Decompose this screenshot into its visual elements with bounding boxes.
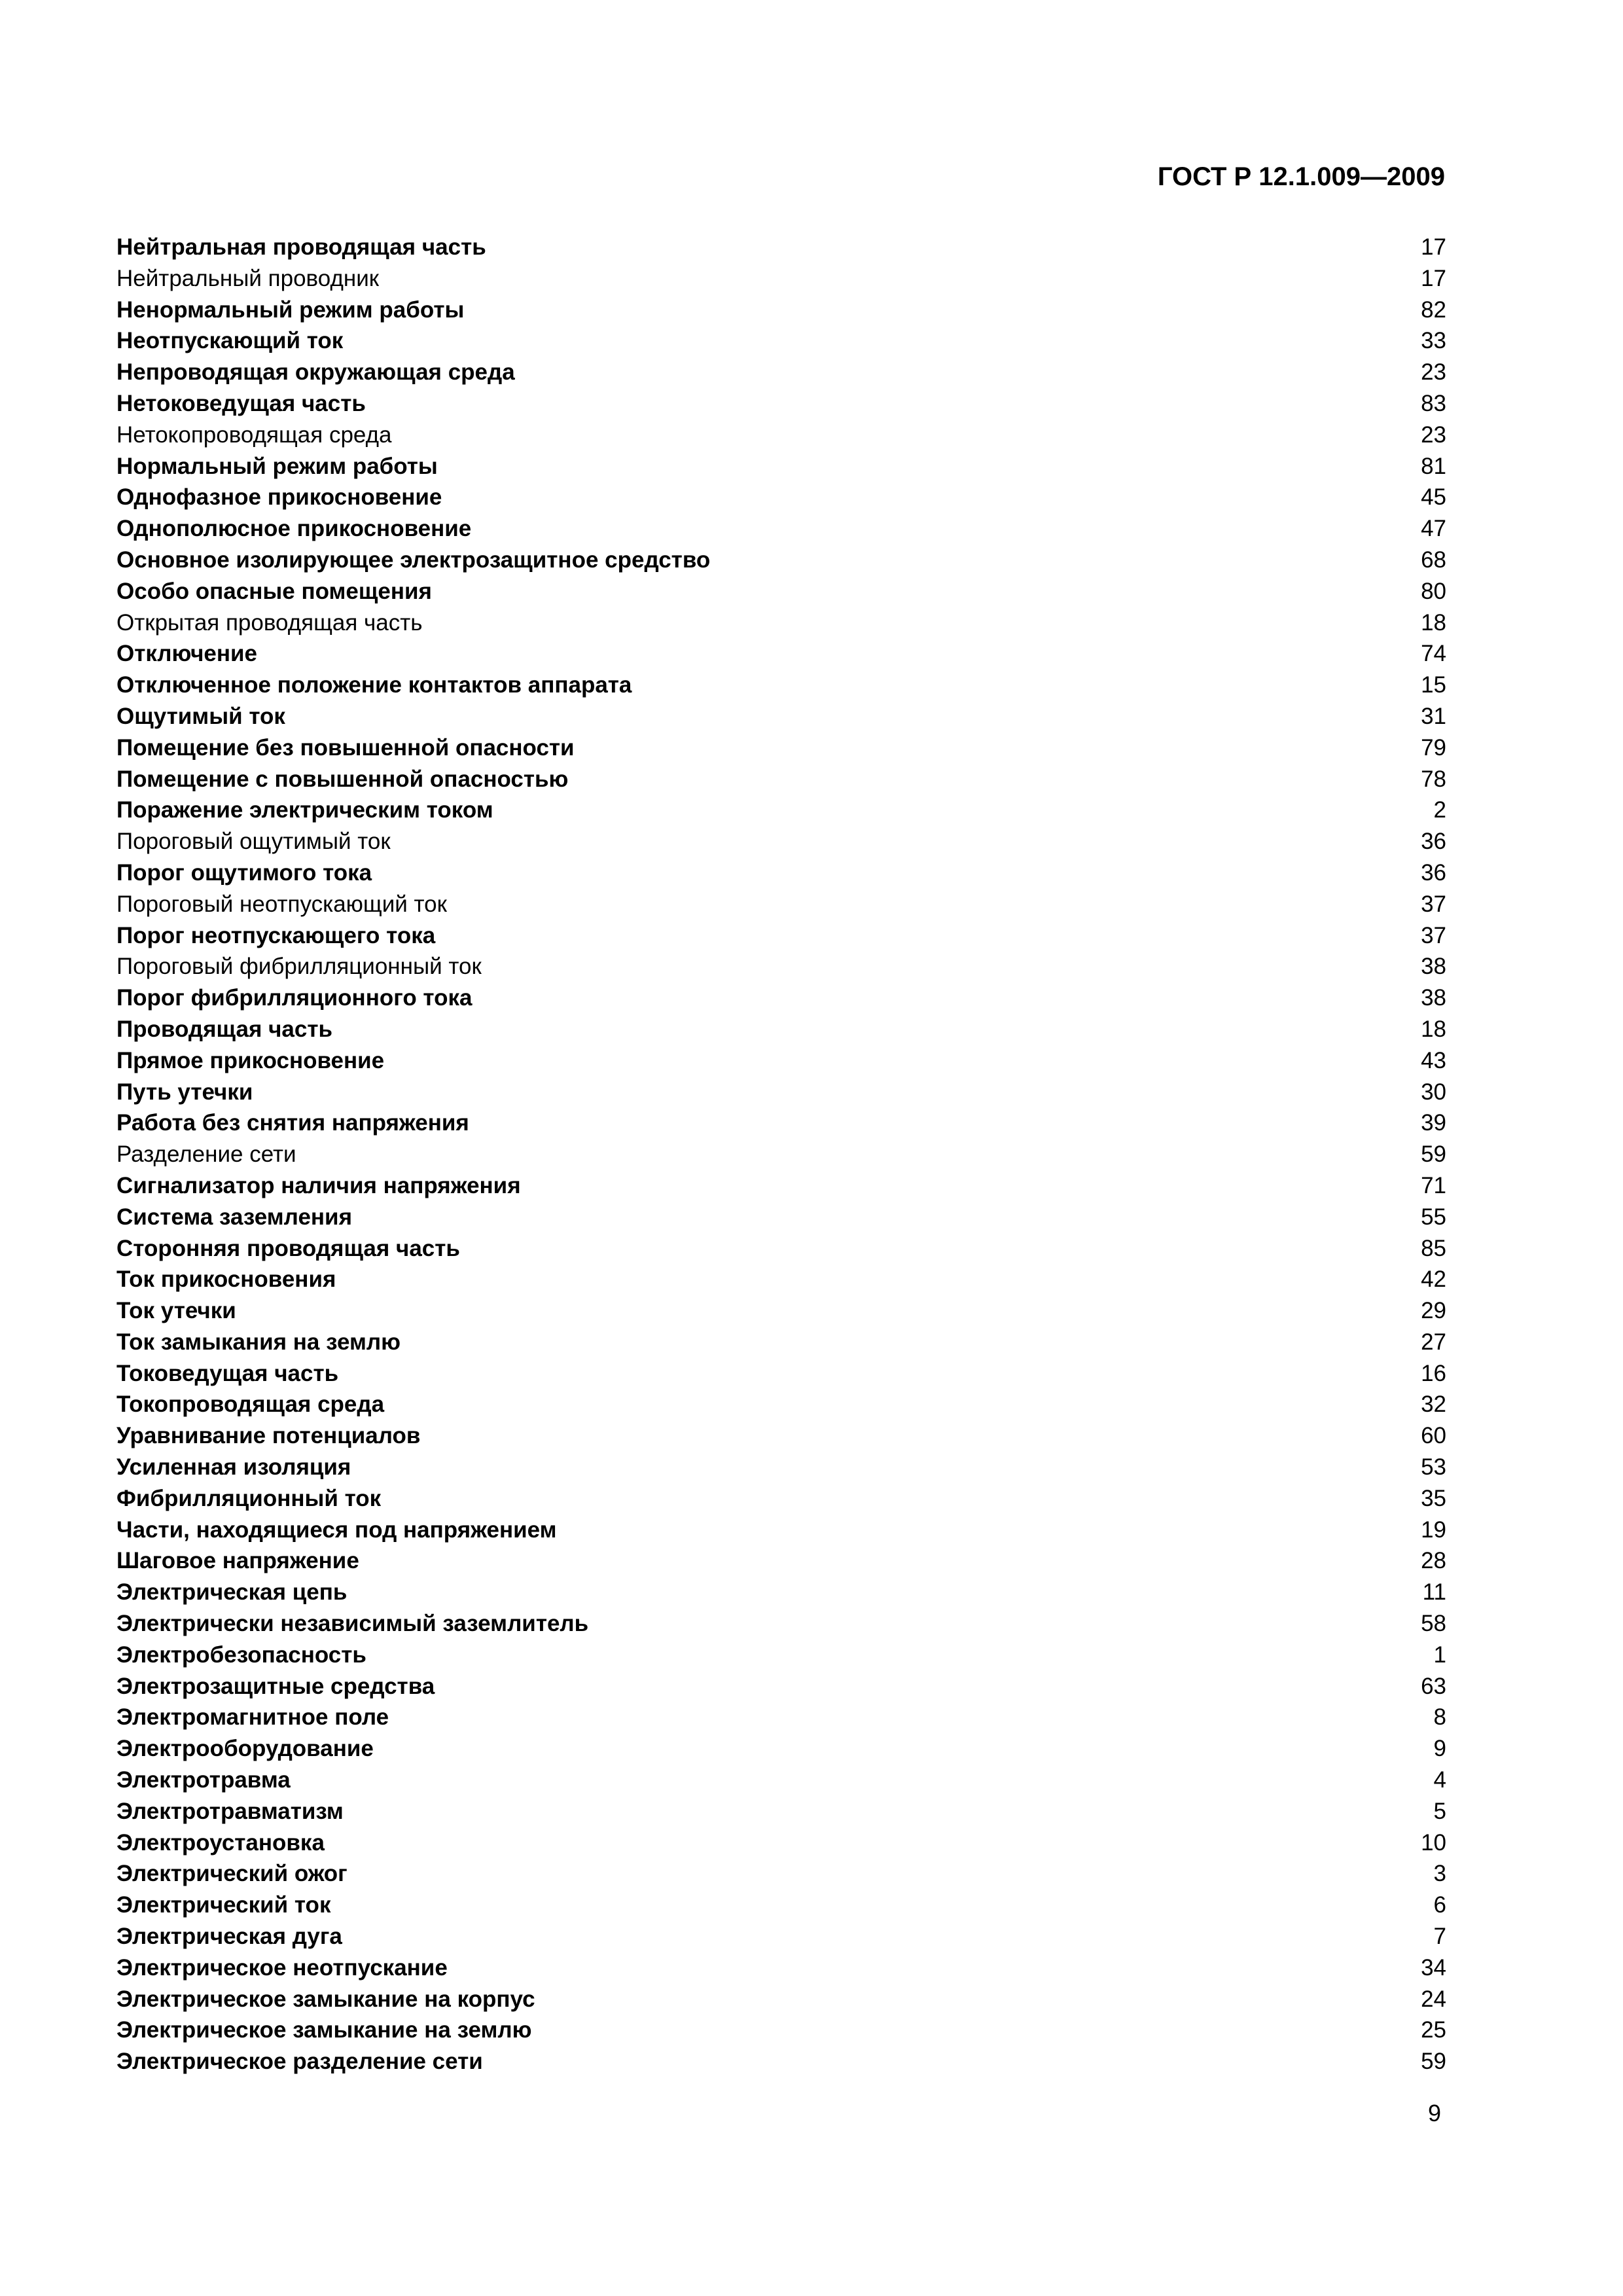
index-entry	[116, 951, 1446, 982]
index-term: Шаговое напряжение	[116, 1548, 359, 1574]
index-term-number: 82	[1421, 296, 1446, 323]
index-entry	[116, 1733, 1446, 1765]
index-term: Помещение с повышенной опасностью	[116, 766, 569, 792]
index-term: Помещение без повышенной опасности	[116, 734, 575, 761]
index-term: Основное изолирующее электрозащитное средство	[116, 547, 711, 573]
index-term: Электрическое замыкание на землю	[116, 2017, 532, 2043]
index-term: Электрическое разделение сети	[116, 2049, 483, 2075]
index-entry	[116, 1890, 1446, 1921]
index-term: Непроводящая окружающая среда	[116, 359, 515, 386]
index-term: Порог ощутимого тока	[116, 859, 372, 886]
index-entry	[116, 1107, 1446, 1139]
index-entry	[116, 1796, 1446, 1827]
page-number: 9	[1427, 2100, 1441, 2126]
index-term-number: 6	[1433, 1892, 1446, 1918]
index-term: Ток замыкания на землю	[116, 1329, 401, 1355]
index-term-number: 9	[1433, 1736, 1446, 1762]
index-term: Неотпускающий ток	[116, 328, 344, 354]
index-term-number: 38	[1421, 954, 1446, 980]
index-term: Электротравма	[116, 1767, 291, 1793]
index-term-number: 27	[1421, 1329, 1446, 1355]
index-entry	[116, 764, 1446, 795]
index-entry	[116, 732, 1446, 764]
index-term: Нетоковедущая часть	[116, 390, 366, 416]
index-term-number: 80	[1421, 578, 1446, 604]
index-term: Нейтральный проводник	[116, 265, 380, 291]
index-term-number: 83	[1421, 390, 1446, 416]
index-term-number: 17	[1421, 234, 1446, 260]
index-term-number: 19	[1421, 1516, 1446, 1543]
index-term: Пороговый фибрилляционный ток	[116, 954, 482, 980]
index-term: Нейтральная проводящая часть	[116, 234, 486, 260]
index-term-number: 79	[1421, 734, 1446, 761]
index-term: Токоведущая часть	[116, 1360, 339, 1386]
index-entry	[116, 857, 1446, 889]
index-term-number: 45	[1421, 484, 1446, 511]
index-entry	[116, 826, 1446, 857]
index-entry	[116, 1420, 1446, 1452]
index-term-number: 11	[1422, 1579, 1446, 1605]
index-term: Электроустановка	[116, 1829, 325, 1856]
index-entry	[116, 1483, 1446, 1515]
index-entry	[116, 1952, 1446, 1984]
index-term-number: 29	[1421, 1298, 1446, 1324]
index-entry	[116, 1077, 1446, 1108]
index-term-number: 25	[1421, 2017, 1446, 2043]
index-term: Ненормальный режим работы	[116, 296, 465, 323]
index-entry	[116, 388, 1446, 420]
index-entry	[116, 670, 1446, 701]
index-term-number: 53	[1421, 1454, 1446, 1480]
index-entry	[116, 1202, 1446, 1233]
index-term-number: 35	[1421, 1485, 1446, 1511]
index-term: Поражение электрическим током	[116, 797, 493, 823]
index-term-number: 68	[1421, 547, 1446, 573]
index-entry	[116, 1233, 1446, 1265]
index-entry	[116, 2015, 1446, 2046]
index-term: Пороговый неотпускающий ток	[116, 891, 447, 917]
index-entry	[116, 1452, 1446, 1483]
index-entry	[116, 1014, 1446, 1045]
index-term: Ток прикосновения	[116, 1266, 336, 1293]
index-entry	[116, 889, 1446, 920]
index-entry	[116, 1327, 1446, 1358]
index-entry	[116, 982, 1446, 1014]
index-entry	[116, 795, 1446, 826]
index-term: Электрозащитные средства	[116, 1673, 435, 1699]
index-term-number: 2	[1433, 797, 1446, 823]
index-term-number: 58	[1421, 1611, 1446, 1637]
index-entry	[116, 638, 1446, 670]
index-term-number: 36	[1421, 829, 1446, 855]
index-term: Система заземления	[116, 1204, 352, 1230]
index-term-number: 23	[1421, 422, 1446, 448]
index-term-number: 30	[1421, 1079, 1446, 1105]
index-entry	[116, 1702, 1446, 1733]
index-term: Работа без снятия напряжения	[116, 1110, 469, 1136]
index-entry	[116, 1515, 1446, 1546]
index-entry	[116, 607, 1446, 639]
index-term: Порог неотпускающего тока	[116, 922, 436, 948]
index-term: Открытая проводящая часть	[116, 609, 423, 636]
index-term: Отключение	[116, 641, 258, 667]
index-term-number: 15	[1421, 672, 1446, 698]
index-term-number: 7	[1433, 1924, 1446, 1950]
index-term: Электротравматизм	[116, 1798, 344, 1824]
index-term: Проводящая часть	[116, 1016, 333, 1042]
index-term-number: 36	[1421, 859, 1446, 886]
index-term: Сигнализатор наличия напряжения	[116, 1172, 521, 1198]
index-entry	[116, 1921, 1446, 1952]
index-entry	[116, 2046, 1446, 2077]
index-term: Путь утечки	[116, 1079, 253, 1105]
index-term-number: 1	[1433, 1641, 1446, 1668]
index-entry	[116, 420, 1446, 451]
index-entry	[116, 232, 1446, 263]
index-term-number: 8	[1433, 1704, 1446, 1731]
index-entry	[116, 1858, 1446, 1890]
index-term-number: 23	[1421, 359, 1446, 386]
index-term-number: 28	[1421, 1548, 1446, 1574]
index-term: Ток утечки	[116, 1298, 236, 1324]
index-entry	[116, 482, 1446, 513]
index-entry	[116, 1984, 1446, 2015]
index-term: Особо опасные помещения	[116, 578, 432, 604]
index-term: Электрическая дуга	[116, 1924, 342, 1950]
index-term-number: 47	[1421, 516, 1446, 542]
index-term: Уравнивание потенциалов	[116, 1423, 421, 1449]
index-term: Нормальный режим работы	[116, 453, 438, 479]
index-entry	[116, 1827, 1446, 1859]
index-term: Электромагнитное поле	[116, 1704, 389, 1731]
index-term: Нетокопроводящая среда	[116, 422, 392, 448]
index-entry	[116, 1671, 1446, 1702]
index-term: Электрическое замыкание на корпус	[116, 1986, 535, 2012]
index-term: Порог фибрилляционного тока	[116, 985, 473, 1011]
index-entry	[116, 1139, 1446, 1170]
index-term: Части, находящиеся под напряжением	[116, 1516, 557, 1543]
index-entry	[116, 1295, 1446, 1327]
index-term: Сторонняя проводящая часть	[116, 1235, 460, 1261]
index-term-number: 42	[1421, 1266, 1446, 1293]
index-term: Электрический ожог	[116, 1861, 348, 1887]
index-entry	[116, 1545, 1446, 1577]
index-entry	[116, 357, 1446, 388]
index-entry	[116, 451, 1446, 482]
index-term-number: 34	[1421, 1954, 1446, 1981]
index-entry	[116, 1264, 1446, 1295]
index-entry	[116, 1640, 1446, 1671]
index-term-number: 78	[1421, 766, 1446, 792]
index-term-number: 43	[1421, 1047, 1446, 1073]
index-term: Разделение сети	[116, 1141, 296, 1168]
index-term-number: 24	[1421, 1986, 1446, 2012]
index-entry	[116, 295, 1446, 326]
document-code: ГОСТ Р 12.1.009—2009	[1157, 162, 1445, 191]
index-term: Однофазное прикосновение	[116, 484, 442, 511]
index-term: Ощутимый ток	[116, 703, 285, 729]
index-term-number: 85	[1421, 1235, 1446, 1261]
index-term-number: 37	[1421, 922, 1446, 948]
index-term-number: 3	[1433, 1861, 1446, 1887]
index-term-number: 18	[1421, 609, 1446, 636]
index-term: Прямое прикосновение	[116, 1047, 385, 1073]
index-entry	[116, 325, 1446, 357]
index-term-number: 59	[1421, 2049, 1446, 2075]
index-term-number: 18	[1421, 1016, 1446, 1042]
index-entry	[116, 1608, 1446, 1640]
index-term-number: 60	[1421, 1423, 1446, 1449]
index-entry	[116, 1389, 1446, 1420]
index-entry	[116, 920, 1446, 952]
index-term-number: 31	[1421, 703, 1446, 729]
index-term: Электрическая цепь	[116, 1579, 348, 1605]
index-term: Электрооборудование	[116, 1736, 374, 1762]
index-term-number: 32	[1421, 1391, 1446, 1418]
index-term: Электрический ток	[116, 1892, 331, 1918]
index-entry	[116, 576, 1446, 607]
index-term: Отключенное положение контактов аппарата	[116, 672, 632, 698]
index-term-number: 10	[1421, 1829, 1446, 1856]
index-entry	[116, 1577, 1446, 1608]
index-entry	[116, 545, 1446, 576]
index-term-number: 59	[1421, 1141, 1446, 1168]
index-term-number: 71	[1421, 1172, 1446, 1198]
index-term: Токопроводящая среда	[116, 1391, 385, 1418]
index-term: Электрически независимый заземлитель	[116, 1611, 589, 1637]
index-term-number: 74	[1421, 641, 1446, 667]
index-entry	[116, 1170, 1446, 1202]
index-term-number: 55	[1421, 1204, 1446, 1230]
index-term: Электрическое неотпускание	[116, 1954, 448, 1981]
index-term: Однополюсное прикосновение	[116, 516, 472, 542]
index-term-number: 17	[1421, 265, 1446, 291]
index-term-number: 4	[1433, 1767, 1446, 1793]
index-term-number: 63	[1421, 1673, 1446, 1699]
index-term: Пороговый ощутимый ток	[116, 829, 391, 855]
index-term: Фибрилляционный ток	[116, 1485, 382, 1511]
index-term-number: 33	[1421, 328, 1446, 354]
index-entry	[116, 1045, 1446, 1077]
index-entry	[116, 263, 1446, 295]
index-term-number: 39	[1421, 1110, 1446, 1136]
index-term: Усиленная изоляция	[116, 1454, 351, 1480]
index-term-number: 5	[1433, 1798, 1446, 1824]
index-entry	[116, 1765, 1446, 1796]
index-term-number: 81	[1421, 453, 1446, 479]
index-entry	[116, 513, 1446, 545]
index-term-number: 16	[1421, 1360, 1446, 1386]
index-term-number: 38	[1421, 985, 1446, 1011]
index-entry	[116, 701, 1446, 732]
index-term: Электробезопасность	[116, 1641, 366, 1668]
index-term-number: 37	[1421, 891, 1446, 917]
index-entry	[116, 1358, 1446, 1390]
alphabetical-term-index	[116, 232, 1446, 2077]
